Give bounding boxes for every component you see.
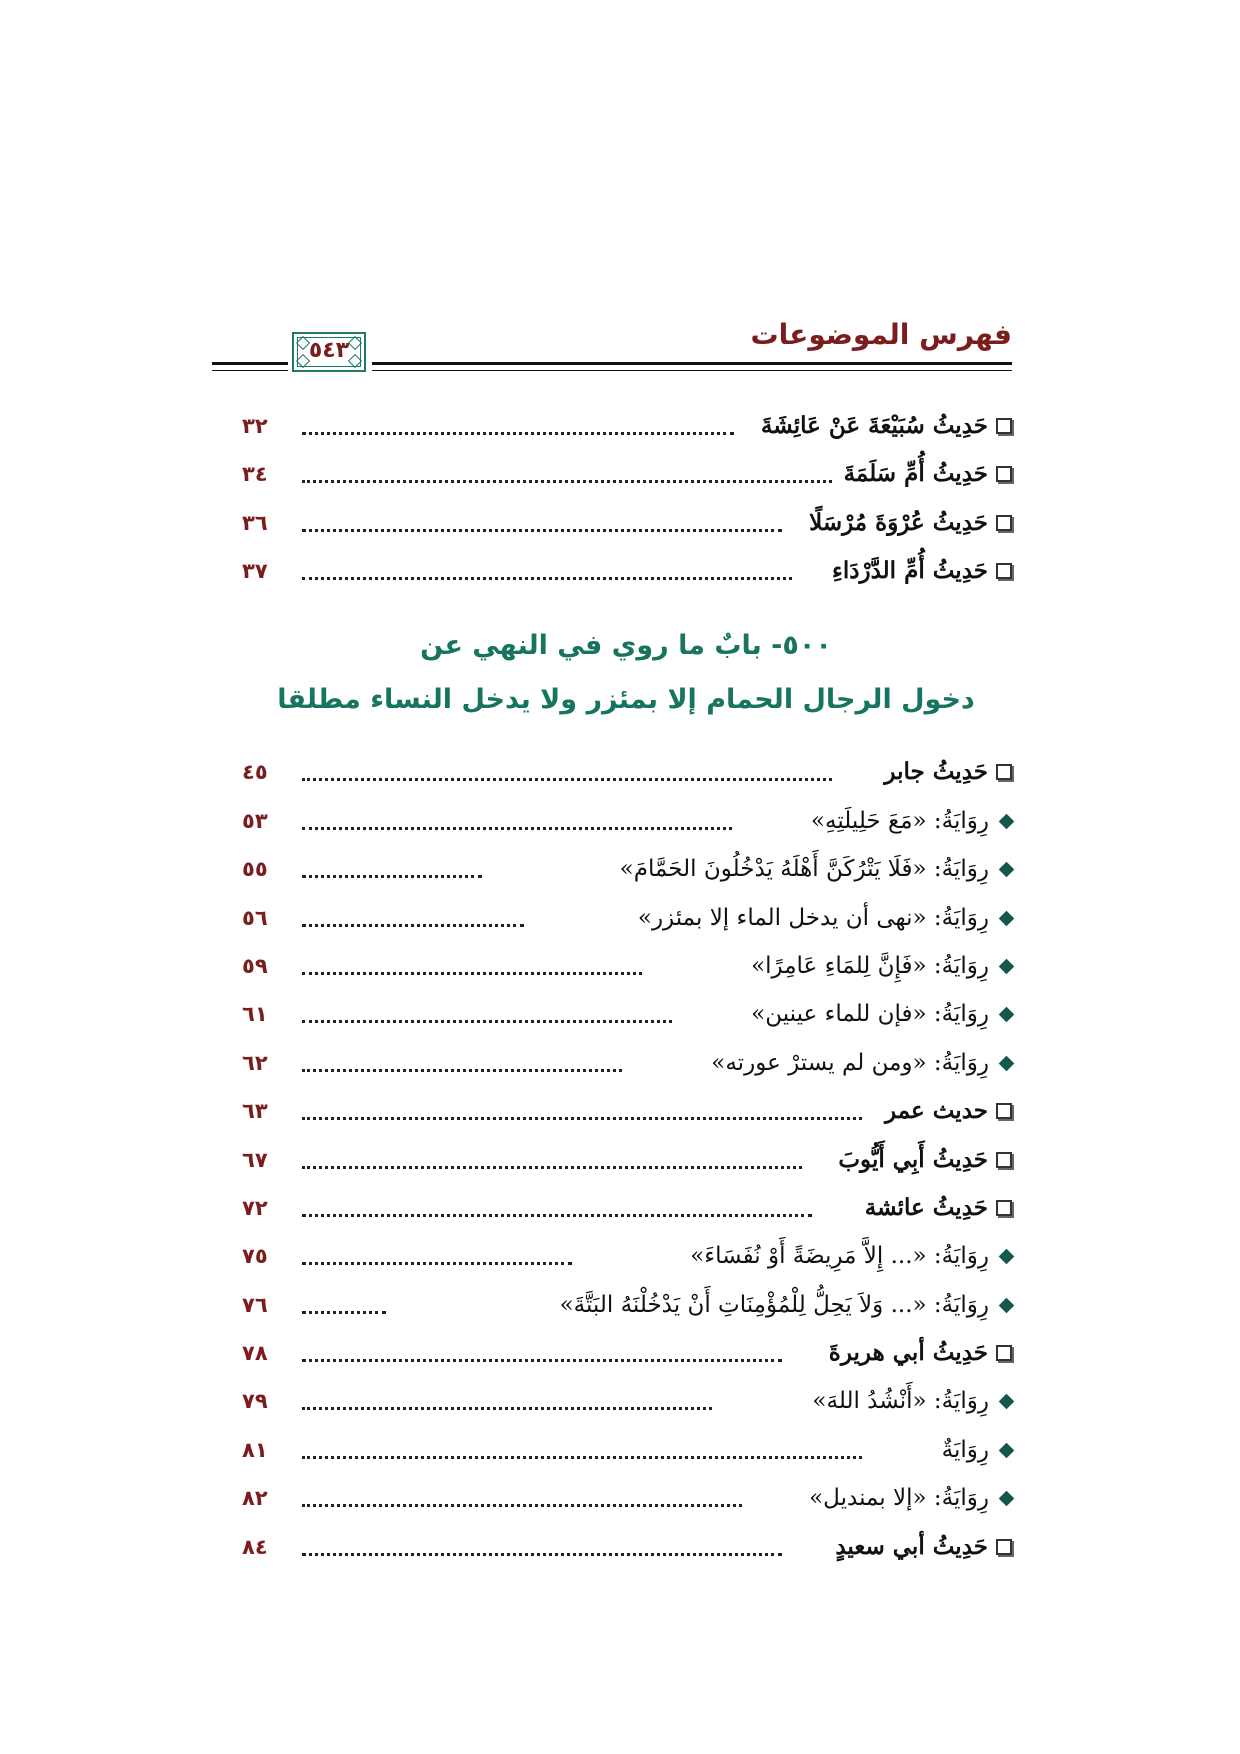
- leader-dots: [302, 1105, 862, 1120]
- diamond-bullet-icon: [999, 1442, 1015, 1458]
- page-header: [212, 318, 1012, 384]
- toc-entry-page: ٥٣: [242, 809, 268, 833]
- toc-subentry[interactable]: [240, 994, 1012, 1034]
- checkbox-square-icon: [996, 466, 1012, 482]
- toc-subentry[interactable]: [240, 1236, 1012, 1276]
- header-rule-right-bottom: [372, 370, 1012, 371]
- toc-entry-label: رِوَايَةُ: «مَعَ حَلِيلَتِهِ»: [810, 808, 989, 834]
- toc-entry-label: رِوَايَةُ: «فَلَا يَتْرُكَنَّ أَهْلَهُ يَدْخُلُونَ الحَمَّامَ»: [619, 856, 989, 882]
- leader-dots: [302, 1154, 802, 1169]
- toc-entry-label: حديث عمر: [885, 1097, 988, 1124]
- toc-entry[interactable]: [240, 503, 1012, 543]
- leader-dots: [302, 1057, 622, 1072]
- diamond-bullet-icon: [999, 1248, 1015, 1264]
- toc-entry-page: ٧٦: [242, 1293, 268, 1317]
- toc-subentry[interactable]: [240, 1285, 1012, 1325]
- diamond-bullet-icon: [999, 958, 1015, 974]
- diamond-bullet-icon: [999, 813, 1015, 829]
- toc-entry-page: ٣٤: [242, 462, 268, 486]
- leader-dots: [302, 1299, 386, 1314]
- leader-dots: [302, 1541, 782, 1556]
- checkbox-square-icon: [996, 764, 1012, 780]
- toc-entry-page: ٨٤: [242, 1535, 268, 1559]
- toc-entry-label: رِوَايَةٌ: [941, 1437, 989, 1463]
- toc-entry-label: رِوَايَةُ: «فَإِنَّ لِلمَاءِ عَامِرًا»: [751, 953, 989, 979]
- diamond-bullet-icon: [999, 910, 1015, 926]
- page-number: ٥٤٣: [308, 338, 350, 363]
- toc-entry-label: رِوَايَةُ: «فإن للماء عينين»: [751, 1001, 989, 1027]
- toc-subentry[interactable]: [240, 1478, 1012, 1518]
- leader-dots: [302, 1395, 712, 1410]
- toc-entry-label: حَدِيثُ أُمِّ سَلَمَةَ: [843, 460, 988, 487]
- toc-entry-page: ٧٥: [242, 1244, 268, 1268]
- toc-entry[interactable]: [240, 1333, 1012, 1373]
- leader-dots: [302, 863, 482, 878]
- checkbox-square-icon: [996, 515, 1012, 531]
- toc-entry-page: ٦٧: [242, 1148, 268, 1172]
- leader-dots: [302, 766, 832, 781]
- toc-subentry[interactable]: [240, 801, 1012, 841]
- checkbox-square-icon: [996, 1539, 1012, 1555]
- leader-dots: [302, 565, 792, 580]
- diamond-bullet-icon: [999, 1393, 1015, 1409]
- toc-entry-label: حَدِيثُ سُبَيْعَةَ عَنْ عَائِشَةَ: [760, 412, 988, 439]
- checkbox-square-icon: [996, 418, 1012, 434]
- section-heading-line1: ٥٠٠- بابٌ ما روي في النهي عن: [420, 630, 832, 661]
- leader-dots: [302, 1250, 572, 1265]
- page-number-frame: [292, 332, 366, 372]
- toc-subentry[interactable]: [240, 849, 1012, 889]
- toc-entry[interactable]: [240, 551, 1012, 591]
- header-rule-left-top: [212, 362, 288, 365]
- leader-dots: [302, 517, 782, 532]
- checkbox-square-icon: [996, 1152, 1012, 1168]
- toc-entry-label: رِوَايَةُ: «نهى أن يدخل الماء إلا بمئزر»: [637, 905, 989, 931]
- section-heading-line2: دخول الرجال الحمام إلا بمئزر ولا يدخل النساء مطلقا: [277, 684, 975, 715]
- toc-entry-label: رِوَايَةُ: «ومن لم يسترْ عورته»: [711, 1050, 989, 1076]
- toc-entry[interactable]: [240, 454, 1012, 494]
- toc-entry-page: ٦٢: [242, 1051, 268, 1075]
- toc-entry-page: ٣٢: [242, 414, 268, 438]
- toc-entry-page: ٥٩: [242, 954, 268, 978]
- toc-entry[interactable]: [240, 406, 1012, 446]
- toc-entry[interactable]: [240, 1527, 1012, 1567]
- toc-entry-page: ٦٣: [242, 1099, 268, 1123]
- leader-dots: [302, 960, 642, 975]
- leader-dots: [302, 1492, 742, 1507]
- toc-subentry[interactable]: [240, 1381, 1012, 1421]
- leader-dots: [302, 1202, 812, 1217]
- leader-dots: [302, 1444, 862, 1459]
- toc-subentry[interactable]: [240, 946, 1012, 986]
- toc-entry-page: ٥٥: [242, 857, 268, 881]
- diamond-bullet-icon: [999, 1490, 1015, 1506]
- toc-entry-page: ٧٢: [242, 1196, 268, 1220]
- toc-entry-page: ٨٢: [242, 1486, 268, 1510]
- toc-subentry[interactable]: [240, 1430, 1012, 1470]
- toc-entry[interactable]: [240, 1091, 1012, 1131]
- toc-entry-label: حَدِيثُ عُرْوَةَ مُرْسَلًا: [809, 509, 988, 536]
- toc-entry-label: رِوَايَةُ: «... وَلاَ يَحِلُّ لِلْمُؤْمِنَاتِ أَنْ يَدْخُلْنَهُ البَتَّةَ»: [559, 1292, 989, 1318]
- toc-entry-label: حَدِيثُ جابر: [884, 758, 988, 785]
- leader-dots: [302, 420, 734, 435]
- header-rule-left-bottom: [212, 370, 288, 371]
- header-rule-right-top: [372, 362, 1012, 365]
- toc-subentry[interactable]: [240, 1043, 1012, 1083]
- running-title: فهرس الموضوعات: [750, 318, 1012, 351]
- diamond-bullet-icon: [999, 1055, 1015, 1071]
- toc-subentry[interactable]: [240, 898, 1012, 938]
- toc-entry[interactable]: [240, 1188, 1012, 1228]
- toc-entry-label: رِوَايَةُ: «أَنْشُدُ اللهَ»: [812, 1388, 989, 1414]
- checkbox-square-icon: [996, 1103, 1012, 1119]
- toc-entry-page: ٥٦: [242, 906, 268, 930]
- toc-entry-page: ٣٧: [242, 559, 268, 583]
- toc-entry-label: حَدِيثُ عائشة: [864, 1194, 988, 1221]
- toc-entry-label: حَدِيثُ أُمِّ الدَّرْدَاءِ: [832, 557, 988, 584]
- leader-dots: [302, 912, 524, 927]
- toc-entry-page: ٧٩: [242, 1389, 268, 1413]
- toc-entry-page: ٧٨: [242, 1341, 268, 1365]
- toc-entry[interactable]: [240, 752, 1012, 792]
- toc-entry-page: ٨١: [242, 1438, 268, 1462]
- leader-dots: [302, 815, 732, 830]
- toc-entry-label: حَدِيثُ أبي هريرةَ: [828, 1339, 988, 1366]
- diamond-bullet-icon: [999, 1006, 1015, 1022]
- diamond-bullet-icon: [999, 861, 1015, 877]
- toc-entry-page: ٣٦: [242, 511, 268, 535]
- toc-entry-label: رِوَايَةُ: «إلا بمنديل»: [809, 1485, 989, 1511]
- toc-entry-page: ٤٥: [242, 760, 268, 784]
- checkbox-square-icon: [996, 1200, 1012, 1216]
- leader-dots: [302, 1347, 782, 1362]
- leader-dots: [302, 468, 832, 483]
- toc-entry-label: حَدِيثُ أبي سعيدٍ: [835, 1533, 988, 1560]
- toc-entry-page: ٦١: [242, 1002, 268, 1026]
- toc-entry[interactable]: [240, 1140, 1012, 1180]
- diamond-bullet-icon: [999, 1297, 1015, 1313]
- checkbox-square-icon: [996, 1345, 1012, 1361]
- toc-entry-label: رِوَايَةُ: «... إِلاَّ مَرِيضَةً أَوْ نُفَسَاءَ»: [690, 1243, 989, 1269]
- toc-entry-label: حَدِيثُ أَبِي أَيُّوبَ: [838, 1146, 988, 1173]
- checkbox-square-icon: [996, 563, 1012, 579]
- leader-dots: [302, 1008, 672, 1023]
